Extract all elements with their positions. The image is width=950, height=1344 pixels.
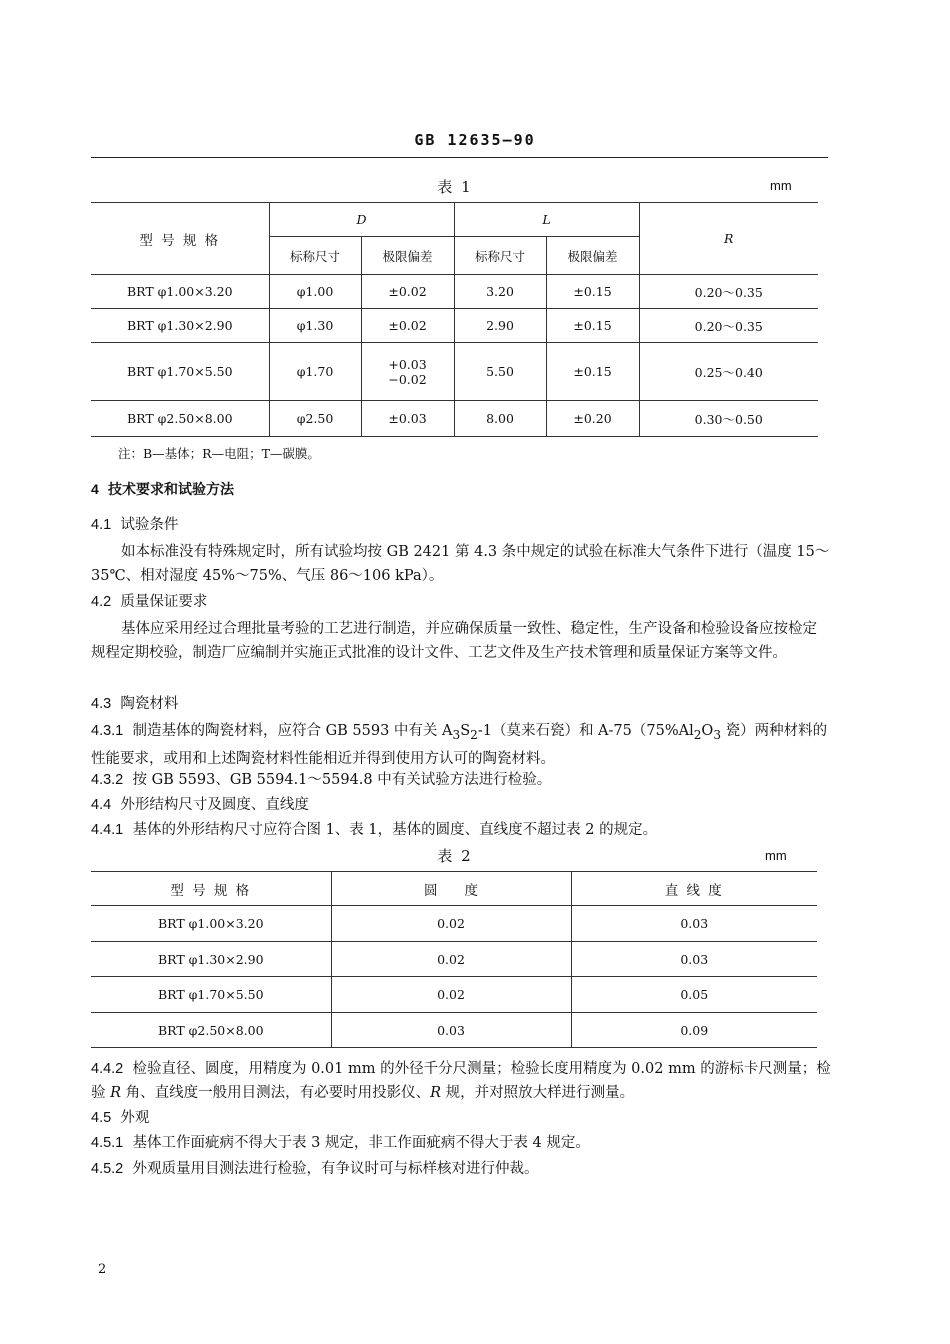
section-number: 4.3.1 xyxy=(91,723,124,739)
subscript: 2 xyxy=(470,727,478,742)
section-4-heading xyxy=(91,477,831,502)
paragraph-4-1: 如本标准没有特殊规定时，所有试验均按 GB 2421 第 4.3 条中规定的试验在标准大气条件下进行（温度 15～35℃、相对湿度 45%～75%、气压 86～106 kPa）。 xyxy=(91,544,830,584)
subscript: 3 xyxy=(713,727,721,742)
cell-d-nominal: φ1.00 xyxy=(269,275,361,309)
table-row xyxy=(91,1013,817,1048)
table2-header-roundness: 圆 度 xyxy=(331,872,571,906)
cell-l-tolerance: ±0.15 xyxy=(546,309,639,343)
section-number: 4.4 xyxy=(91,797,112,813)
text: R xyxy=(110,1085,122,1101)
section-title: 陶瓷材料 xyxy=(120,696,179,712)
cell-d-tolerance: ±0.03 xyxy=(361,401,454,437)
section-number: 4.1 xyxy=(91,517,112,533)
cell-straightness: 0.09 xyxy=(571,1013,817,1048)
text: R xyxy=(430,1085,442,1101)
section-number: 4.4.1 xyxy=(91,822,124,838)
section-title: 外形结构尺寸及圆度、直线度 xyxy=(120,797,309,813)
cell-d-tolerance-upper: +0.03 xyxy=(388,356,427,372)
table1-subheader-d-nominal: 标称尺寸 xyxy=(269,237,361,275)
text: 基体的外形结构尺寸应符合图 1、表 1，基体的圆度、直线度不超过表 2 的规定。 xyxy=(132,822,658,838)
cell-model: BRT φ2.50×8.00 xyxy=(91,1013,331,1048)
text: -1（莫来石瓷）和 A-75（75%Al xyxy=(477,723,694,739)
cell-r: 0.30～0.50 xyxy=(639,401,818,437)
cell-d-nominal: φ1.70 xyxy=(269,343,361,401)
paragraph-4-5-2 xyxy=(91,1157,831,1181)
cell-model: BRT φ1.70×5.50 xyxy=(91,977,331,1013)
text: 瓷）两种材料的性能要求，或用和上述陶瓷材料性能相近并得到使用方认可的陶瓷材料。 xyxy=(91,723,828,767)
section-4-1-heading xyxy=(91,513,831,537)
cell-roundness: 0.02 xyxy=(331,977,571,1013)
section-number: 4 xyxy=(91,481,99,497)
cell-l-nominal: 5.50 xyxy=(454,343,546,401)
cell-d-tolerance: ±0.02 xyxy=(361,275,454,309)
cell-d-nominal: φ1.30 xyxy=(269,309,361,343)
table1-caption: 表 1 xyxy=(437,178,473,196)
table-row xyxy=(91,942,817,977)
table1-header-r: R xyxy=(639,203,818,275)
section-number: 4.2 xyxy=(91,594,112,610)
table1 xyxy=(91,202,818,437)
text: O xyxy=(701,723,714,739)
section-number: 4.3 xyxy=(91,696,112,712)
cell-model: BRT φ1.00×3.20 xyxy=(91,906,331,942)
cell-l-tolerance: ±0.20 xyxy=(546,401,639,437)
cell-model: BRT φ1.30×2.90 xyxy=(91,942,331,977)
table2-header-straightness: 直 线 度 xyxy=(571,872,817,906)
section-4-5-heading xyxy=(91,1106,831,1130)
table-row xyxy=(91,977,817,1013)
section-number: 4.4.2 xyxy=(91,1061,124,1077)
paragraph-4-2: 基体应采用经过合理批量考验的工艺进行制造，并应确保质量一致性、稳定性，生产设备和检验设备应按检定规程定期校验，制造厂应编制并实施正式批准的设计文件、工艺文件及生产技术管理和质量保证方案等文件。 xyxy=(91,621,817,661)
section-title: 外观 xyxy=(120,1110,150,1126)
paragraph-4-4-1 xyxy=(91,818,831,842)
section-4-2-heading xyxy=(91,590,831,614)
cell-l-nominal: 2.90 xyxy=(454,309,546,343)
cell-r: 0.20～0.35 xyxy=(639,275,818,309)
table-row xyxy=(91,401,818,437)
table2-caption: 表 2 xyxy=(437,847,473,865)
cell-straightness: 0.03 xyxy=(571,906,817,942)
cell-l-nominal: 8.00 xyxy=(454,401,546,437)
text: 制造基体的陶瓷材料，应符合 GB 5593 中有关 A xyxy=(132,723,453,739)
paragraph-4-3-1 xyxy=(91,719,831,771)
text: 规，并对照放大样进行测量。 xyxy=(441,1085,635,1101)
table1-subheader-l-nominal: 标称尺寸 xyxy=(454,237,546,275)
cell-d-tolerance: ±0.02 xyxy=(361,309,454,343)
subscript: 3 xyxy=(452,727,461,742)
cell-roundness: 0.02 xyxy=(331,906,571,942)
table-row xyxy=(91,275,818,309)
table1-subheader-d-tolerance: 极限偏差 xyxy=(361,237,454,275)
section-4-3-heading xyxy=(91,692,831,716)
text: 角、直线度一般用目测法，有必要时用投影仪、 xyxy=(121,1085,431,1101)
cell-l-tolerance: ±0.15 xyxy=(546,343,639,401)
cell-model: BRT φ1.00×3.20 xyxy=(91,275,269,309)
text: 基体工作面疵病不得大于表 3 规定，非工作面疵病不得大于表 4 规定。 xyxy=(132,1135,590,1151)
text: 按 GB 5593、GB 5594.1～5594.8 中有关试验方法进行检验。 xyxy=(132,772,552,788)
cell-straightness: 0.03 xyxy=(571,942,817,977)
cell-model: BRT φ1.30×2.90 xyxy=(91,309,269,343)
cell-r: 0.25～0.40 xyxy=(639,343,818,401)
table-row xyxy=(91,906,817,942)
section-title: 试验条件 xyxy=(120,517,179,533)
cell-l-tolerance: ±0.15 xyxy=(546,275,639,309)
section-title: 技术要求和试验方法 xyxy=(108,482,235,498)
page-number: 2 xyxy=(98,1262,107,1277)
cell-roundness: 0.03 xyxy=(331,1013,571,1048)
standard-code-header: GB 12635—90 xyxy=(414,131,536,149)
section-number: 4.5.1 xyxy=(91,1135,124,1151)
cell-roundness: 0.02 xyxy=(331,942,571,977)
table-row xyxy=(91,309,818,343)
header-rule xyxy=(91,157,828,158)
cell-d-nominal: φ2.50 xyxy=(269,401,361,437)
paragraph-4-5-1 xyxy=(91,1131,831,1155)
section-number: 4.5 xyxy=(91,1110,112,1126)
table1-header-l: L xyxy=(454,203,639,237)
table1-header-d: D xyxy=(269,203,454,237)
cell-d-tolerance xyxy=(361,343,454,401)
section-title: 质量保证要求 xyxy=(120,594,208,610)
paragraph-4-4-2 xyxy=(91,1057,831,1105)
section-number: 4.5.2 xyxy=(91,1161,124,1177)
table2-unit: mm xyxy=(765,848,787,863)
cell-model: BRT φ1.70×5.50 xyxy=(91,343,269,401)
cell-r: 0.20～0.35 xyxy=(639,309,818,343)
table2 xyxy=(91,871,817,1048)
table1-note: 注：B—基体；R—电阻；T—碳膜。 xyxy=(118,446,320,461)
table1-header-model: 型 号 规 格 xyxy=(91,203,269,275)
text: 外观质量用目测法进行检验，有争议时可与标样核对进行仲裁。 xyxy=(132,1161,539,1177)
text: 检验直径、圆度，用精度为 0.01 mm 的外径千分尺测量；检验长度用精度为 0.02 mm 的游标卡尺测量；检验 xyxy=(91,1061,831,1101)
cell-l-nominal: 3.20 xyxy=(454,275,546,309)
table-row xyxy=(91,343,818,401)
paragraph-4-3-2 xyxy=(91,768,831,792)
table2-header-model: 型 号 规 格 xyxy=(91,872,331,906)
section-number: 4.3.2 xyxy=(91,772,124,788)
table1-unit: mm xyxy=(770,178,792,193)
text: S xyxy=(460,723,471,739)
cell-model: BRT φ2.50×8.00 xyxy=(91,401,269,437)
cell-d-tolerance-lower: −0.02 xyxy=(388,371,427,387)
section-4-4-heading xyxy=(91,793,831,817)
table1-subheader-l-tolerance: 极限偏差 xyxy=(546,237,639,275)
subscript: 2 xyxy=(693,727,702,742)
cell-straightness: 0.05 xyxy=(571,977,817,1013)
